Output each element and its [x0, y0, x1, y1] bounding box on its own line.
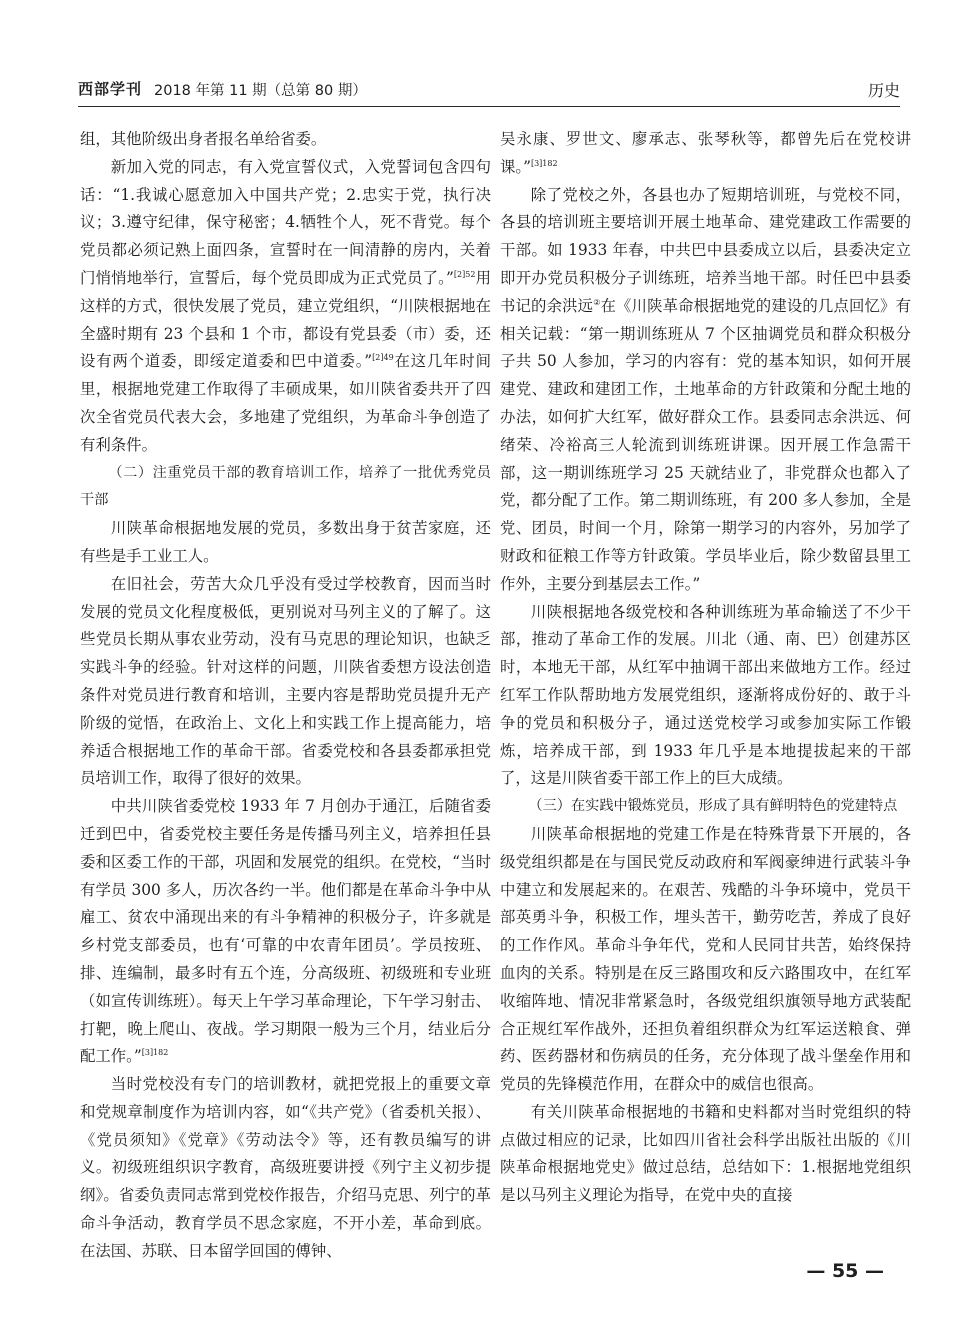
body-paragraph: [80, 154, 491, 460]
body-paragraph: [500, 182, 911, 599]
body-paragraph: [80, 1071, 491, 1266]
paragraph-text: 有关川陕革命根据地的书籍和史料都对当时党组织的特点做过相应的记录，比如四川省社会科学出版社出版的《川陕革命根据地党史》做过总结，总结如下：1.根据地党组织是以马列主义理论为指导，在党中央的直接: [500, 1102, 911, 1205]
paragraph-text: 除了党校之外，各县也办了短期培训班，与党校不同，各县的培训班主要培训开展土地革命、建党建政工作需要的干部。如 1933 年春，中共巴中县委成立以后，县委决定立即开办党员积极分子训练班，培养当地干部。时任巴中县委书记的余洪远: [500, 185, 911, 315]
subsection-heading: [80, 460, 491, 516]
journal-name: 西部学刊: [78, 80, 143, 98]
right-column: [500, 126, 911, 1241]
paragraph-text: 当时党校没有专门的培训教材，就把党报上的重要文章和党规章制度作为培训内容，如“《共产党》（省委机关报）、《党员须知》《党章》《劳动法令》等，还有教员编写的讲义。初级班组织识字教育，高级班要讲授《列宁主义初步提纲》。省委负责同志常到党校作报告，介绍马克思、列宁的革命斗争活动，教育学员不思念家庭，不开小差，革命到底。在法国、苏联、日本留学回国的傅钟、: [80, 1075, 491, 1260]
citation-mark: [3]182: [530, 158, 558, 168]
subsection-heading: [500, 793, 911, 821]
body-paragraph: [80, 126, 491, 154]
paragraph-text: 川陕革命根据地发展的党员，多数出身于贫苦家庭，还有些是手工业工人。: [80, 519, 491, 565]
citation-mark: [2]49: [372, 353, 394, 363]
section-label: 历史: [867, 81, 900, 100]
paragraph-text: 在旧社会，劳苦大众几乎没有受过学校教育，因而当时发展的党员文化程度极低，更别说对马列主义的了解了。这些党员长期从事农业劳动，没有马克思的理论知识，也缺乏实践斗争的经验。针对这样的问题，川陕省委想方设法创造条件对党员进行教育和培训，主要内容是帮助党员提升无产阶级的觉悟，在政治上、文化上和实践工作上提高能力，培养适合根据地工作的革命干部。省委党校和各县委都承担党员培训工作，取得了很好的效果。: [80, 574, 491, 788]
citation-mark: [2]52: [453, 269, 476, 279]
page-number: — 55 —: [806, 1260, 884, 1282]
issue-info: 2018 年第 11 期（总第 80 期）: [154, 83, 367, 99]
body-paragraph: [500, 821, 911, 1099]
paragraph-text: （三）在实践中锻炼党员，形成了具有鲜明特色的党建特点: [528, 798, 898, 815]
running-header: [78, 76, 900, 102]
left-column: [80, 126, 491, 1260]
paragraph-text: （二）注重党员干部的教育培训工作，培养了一批优秀党员干部: [80, 464, 491, 509]
paragraph-text: 川陕革命根据地的党建工作是在特殊背景下开展的，各级党组织都是在与国民党反动政府和军阀豪绅进行武装斗争中建立和发展起来的。在艰苦、残酷的斗争环境中，党员干部英勇斗争，积极工作，埋头苦干，勤劳吃苦，养成了良好的工作作风。革命斗争年代，党和人民同甘共苦，始终保持血肉的关系。特别是在反三路围攻和反六路围攻中，在红军收缩阵地、情况非常紧急时，各级党组织旗领导地方武装配合正规红军作战外，还担负着组织群众为红军运送粮食、弹药、医药器材和伤病员的任务，充分体现了战斗堡垒作用和党员的先锋模范作用，在群众中的威信也很高。: [500, 824, 911, 1094]
paragraph-text: 吴永康、罗世文、廖承志、张琴秋等，都曾先后在党校讲课。”: [500, 130, 911, 176]
citation-mark: [3]182: [141, 1048, 169, 1058]
body-paragraph: [80, 515, 491, 571]
body-paragraph: [500, 1099, 911, 1210]
paragraph-text: 中共川陕省委党校 1933 年 7 月创办于通江，后随省委迁到巴中，省委党校主要任务是传播马列主义，培养担任县委和区委工作的干部，巩固和发展党的组织。在党校，“当时有学员 300 多人，历次各约一半。他们都是在革命斗争中从雇工、贫农中涌现出来的有斗争精神的积极分子，许多就是乡村党支部委员，也有‘可靠的中农青年团员’。学员按班、排、连编制，最多时有五个连，分高级班、初级班和专业班（如宣传训练班）。每天上午学习革命理论，下午学习射击、打靶，晚上爬山、夜战。学习期限一般为三个月，结业后分配工作。”: [80, 797, 491, 1066]
paragraph-text: 在《川陕革命根据地党的建设的几点回忆》有相关记载：“第一期训练班从 7 个区抽调党员和群众积极分子共 50 人参加，学习的内容有：党的基本知识，如何开展建党、建政和建团工作，土地革命的方针政策和分配土地的办法，如何扩大红军，做好群众工作。县委同志余洪远、何绪荣、冷裕高三人轮流到训练班讲课。因开展工作急需干部，这一期训练班学习 25 天就结业了，非党群众也都入了党，都分配了工作。第二期训练班，有 200 多人参加，全是党、团员，时间一个月，除第一期学习的内容外，另加学了财政和征粮工作等方针政策。学员毕业后，除少数留县里工作外，主要分到基层去工作。”: [500, 296, 911, 593]
paragraph-text: 川陕根据地各级党校和各种训练班为革命输送了不少干部，推动了革命工作的发展。川北（通、南、巴）创建苏区时，本地无干部，从红军中抽调干部出来做地方工作。经过红军工作队帮助地方发展党组织，逐渐将成份好的、敢于斗争的党员和积极分子，通过送党校学习或参加实际工作锻炼，培养成干部，到 1933 年几乎是本地提拔起来的干部了，这是川陕省委干部工作上的巨大成绩。: [500, 602, 911, 788]
paragraph-text: 组，其他阶级出身者报名单给省委。: [80, 130, 327, 148]
body-paragraph: [80, 793, 491, 1071]
paragraph-text: 新加入党的同志，有入党宣誓仪式，入党誓词包含四句话：“1.我诚心愿意加入中国共产党；2.忠实于党，执行决议；3.遵守纪律，保守秘密；4.牺牲个人，死不背党。每个党员都必须记熟上面四条，宣誓时在一间清静的房内，关着门悄悄地举行，宣誓后，每个党员即成为正式党员了。”: [80, 157, 491, 287]
header-rule: [78, 106, 900, 107]
body-paragraph: [80, 571, 491, 793]
body-paragraph: [500, 126, 911, 182]
citation-mark: ②: [593, 297, 601, 307]
paragraph-text: 在这几年时间里，根据地党建工作取得了丰硕成果，如川陕省委共开了四次全省党员代表大会，多地建了党组织，为革命斗争创造了有利条件。: [80, 352, 491, 454]
paragraph-text: 用这样的方式，很快发展了党员，建立党组织，“川陕根据地在全盛时期有 23 个县和 1 个市，都设有党县委（市）委，还设有两个道委，即绥定道委和巴中道委。”: [80, 268, 491, 371]
body-paragraph: [500, 599, 911, 794]
